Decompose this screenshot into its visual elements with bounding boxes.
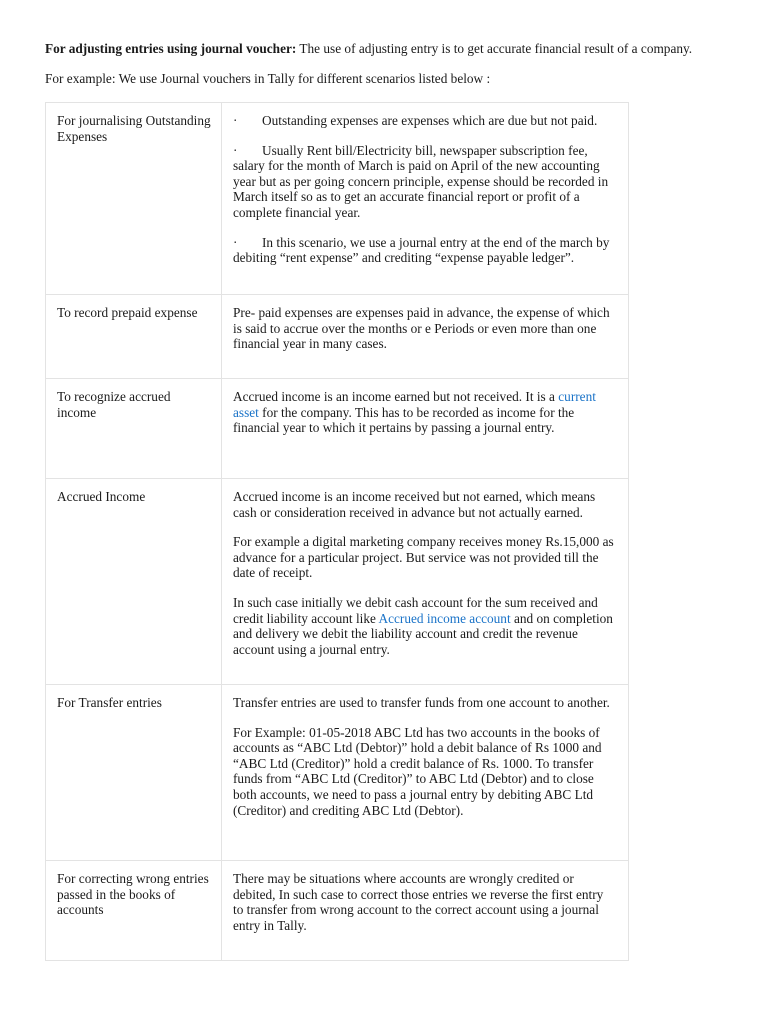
description-paragraph: Transfer entries are used to transfer funds from one account to another. (233, 695, 610, 710)
intro-heading-bold: For adjusting entries using journal voucher: (45, 41, 297, 56)
description-paragraph: There may be situations where accounts are wrongly credited or debited, In such case to correct those entries we reverse the first entry to transfer from wrong account to the correct account using a journal entry in Tally. (233, 871, 604, 933)
intro-heading-rest: The use of adjusting entry is to get accurate financial result of a company. (296, 41, 693, 56)
table-row (46, 685, 629, 861)
table-row (46, 379, 629, 479)
row-description (222, 861, 629, 961)
description-paragraph (233, 143, 616, 221)
paragraph-text: In this scenario, we use a journal entry at the end of the march by debiting “rent expense” and crediting “expense payable ledger”. (233, 234, 610, 266)
description-paragraph (233, 113, 616, 129)
table-row (46, 479, 629, 685)
row-description (222, 103, 629, 295)
description-paragraph (233, 595, 616, 657)
row-description (222, 685, 629, 861)
row-label: For Transfer entries (46, 685, 222, 861)
bullet-dot: · (233, 113, 238, 128)
paragraph-text: Usually Rent bill/Electricity bill, newspaper subscription fee, salary for the month of March is paid on April of the new accounting year but as per going concern principle, expense should be recorded in March itself so as to get an accurate financial report or profit of a complete financial year. (233, 142, 609, 220)
bullet-dot: · (233, 142, 238, 158)
intro-heading-line (45, 41, 692, 57)
description-paragraph: For Example: 01-05-2018 ABC Ltd has two accounts in the books of accounts as “ABC Ltd (Debtor)” hold a debit balance of Rs 1000 and “ABC Ltd (Creditor)” hold a credit balance of Rs. 1000. To transfer funds from “ABC Ltd (Creditor)” to ABC Ltd (Debtor) and to close both accounts, we need to pass a journal entry by debiting ABC Ltd (Creditor) and crediting ABC Ltd (Debtor). (233, 724, 602, 818)
paragraph-text: and on completion and delivery we debit the liability account and credit the revenue account using a journal entry. (233, 610, 613, 657)
scenarios-table (45, 102, 629, 961)
description-paragraph: Accrued income is an income received but not earned, which means cash or consideration received in advance but not actually earned. (233, 489, 596, 520)
table-row (46, 103, 629, 295)
paragraph-text: Accrued income is an income earned but not received. It is a (233, 389, 559, 404)
row-label: To record prepaid expense (46, 295, 222, 379)
description-paragraph (233, 389, 616, 436)
accrued-income-account-link[interactable]: Accrued income account (378, 610, 511, 626)
paragraph-text: In such case initially we debit cash account for the sum received and credit liability account like (233, 594, 598, 626)
row-description (222, 479, 629, 685)
row-label: To recognize accrued income (46, 379, 222, 479)
description-paragraph (233, 235, 616, 266)
table-row (46, 861, 629, 961)
row-description (222, 295, 629, 379)
current-asset-link[interactable]: current asset (233, 389, 596, 420)
description-paragraph: For example a digital marketing company receives money Rs.15,000 as advance for a particular project. But service was not provided till the date of receipt. (233, 534, 614, 581)
row-description (222, 379, 629, 479)
row-label: For correcting wrong entries passed in the books of accounts (46, 861, 222, 961)
paragraph-text: for the company. This has to be recorded as income for the financial year to which it pertains by passing a journal entry. (233, 404, 575, 436)
description-paragraph: Pre- paid expenses are expenses paid in advance, the expense of which is said to accrue over the months or e Periods or even more than one financial year in many cases. (233, 305, 610, 352)
paragraph-text: Outstanding expenses are expenses which are due but not paid. (262, 113, 598, 128)
table-row (46, 295, 629, 379)
row-label: For journalising Outstanding Expenses (46, 103, 222, 295)
intro-example-line: For example: We use Journal vouchers in Tally for different scenarios listed below : (45, 71, 491, 86)
bullet-dot: · (233, 234, 238, 250)
row-label: Accrued Income (46, 479, 222, 685)
